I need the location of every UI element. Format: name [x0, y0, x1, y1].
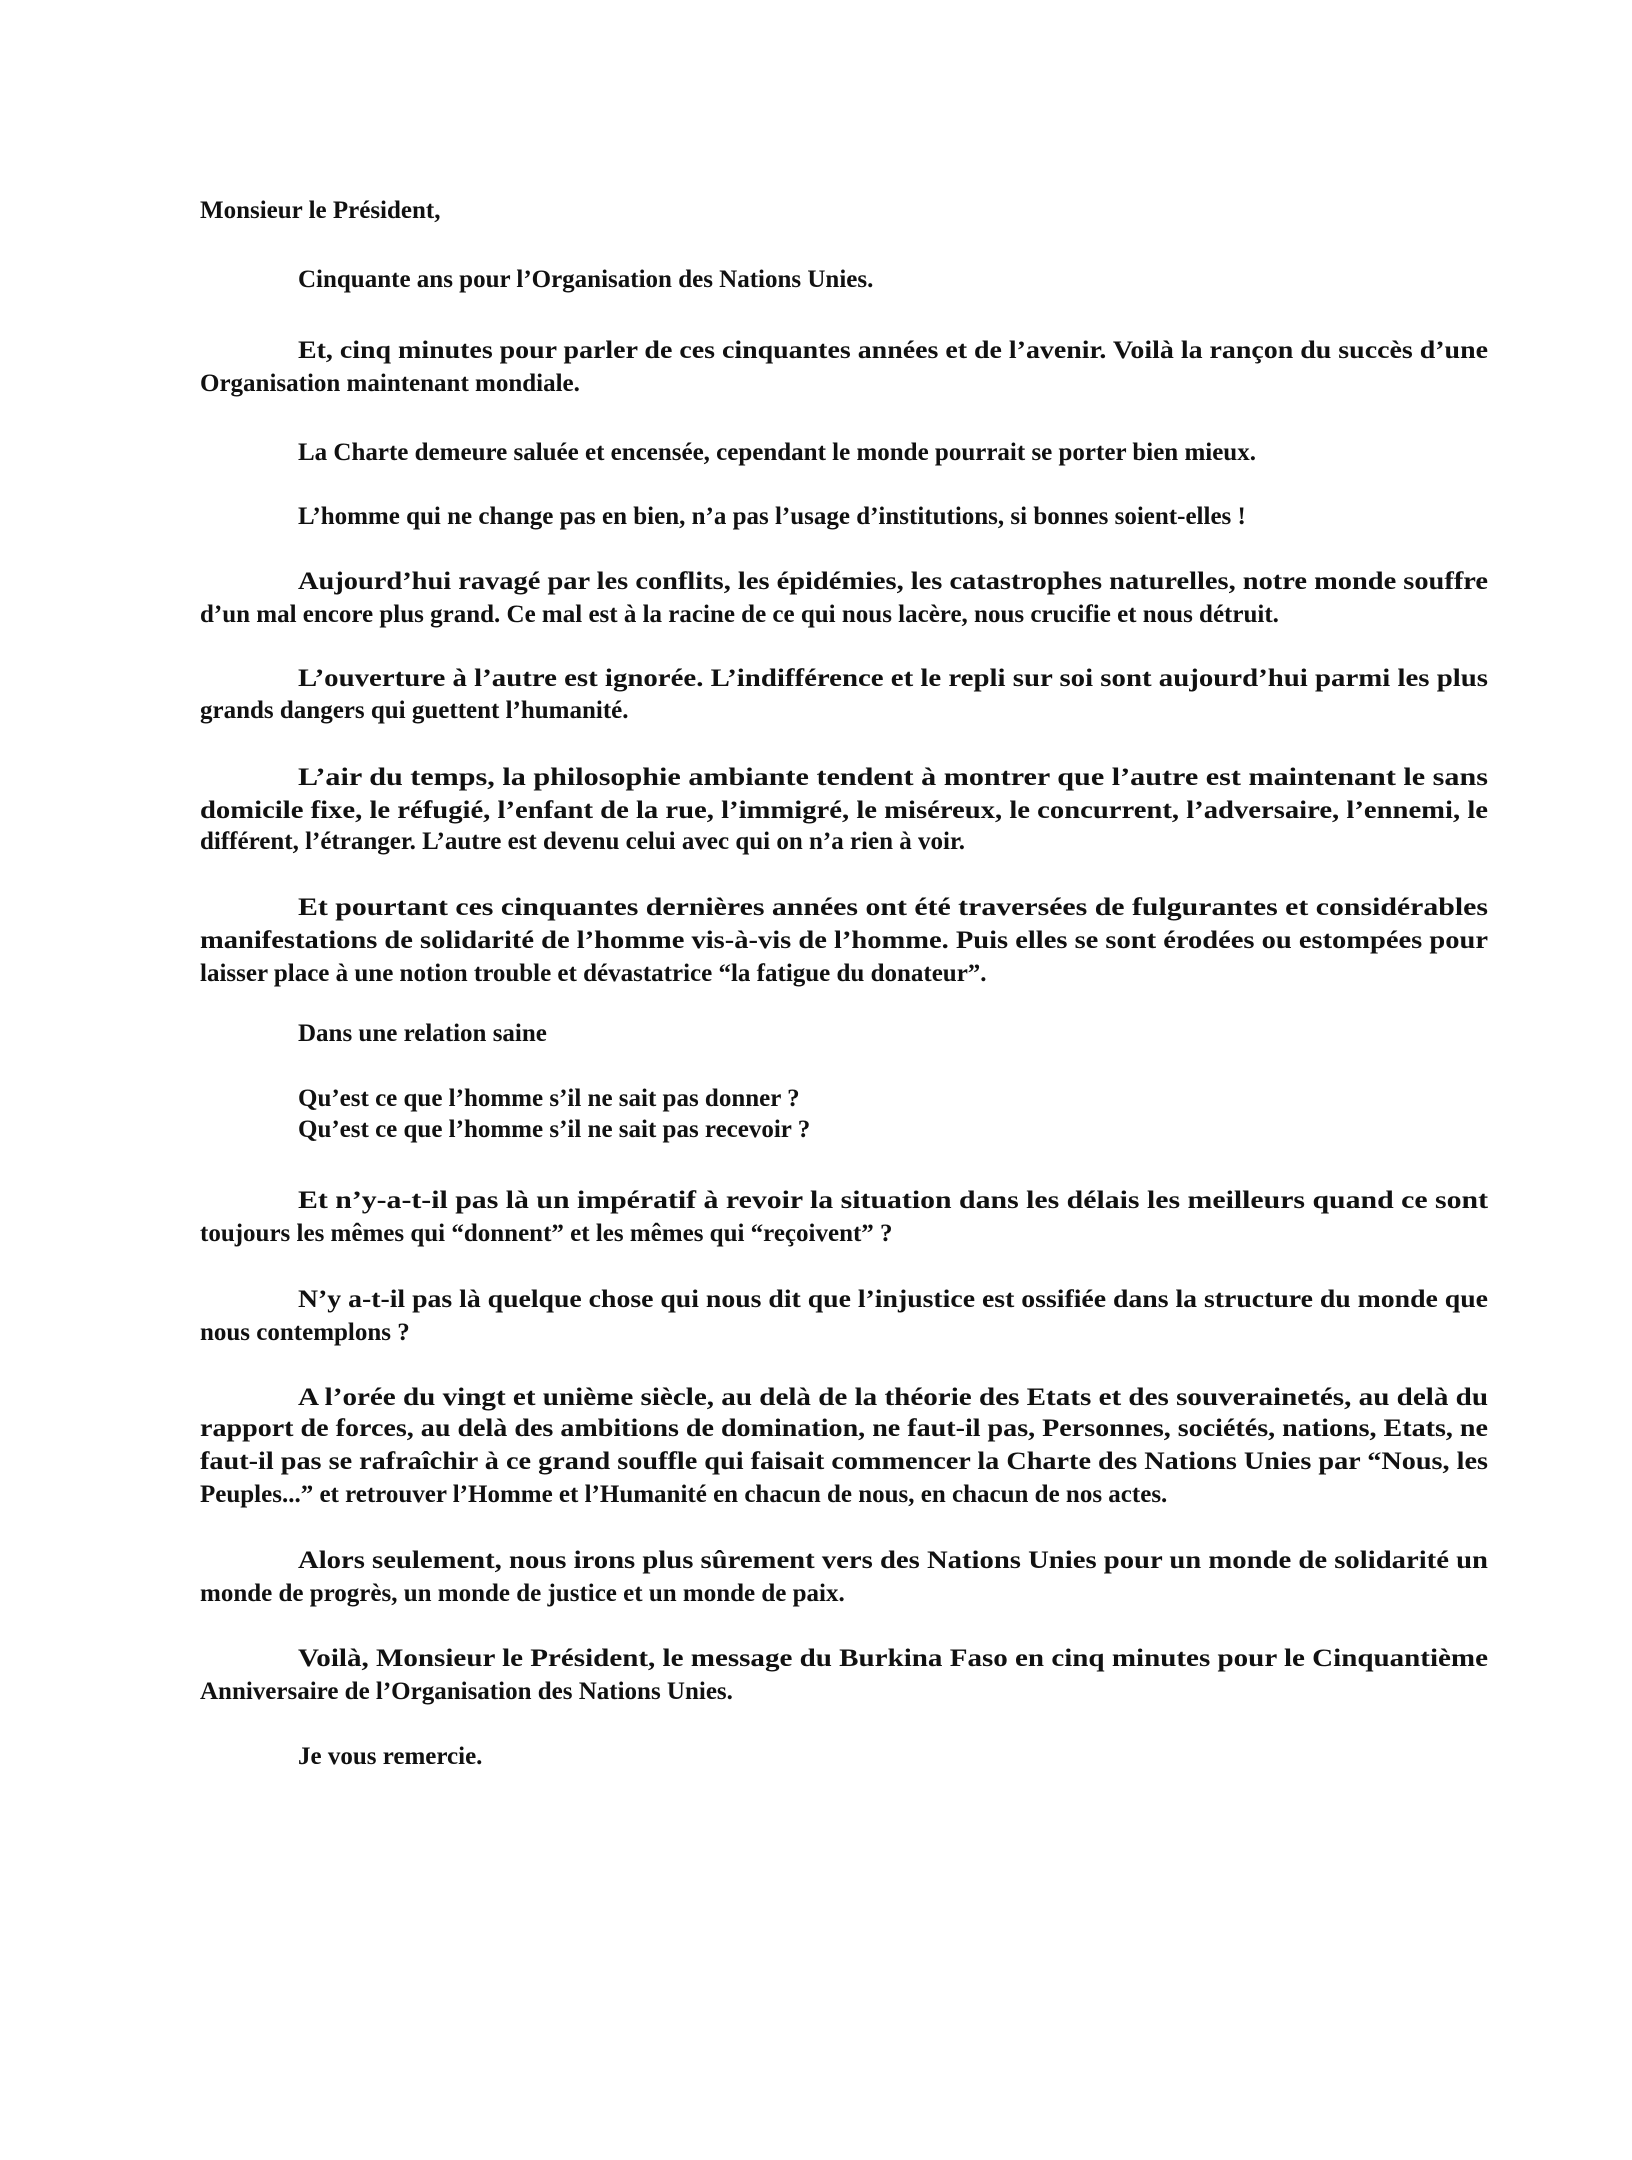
paragraph-line: Qu’est ce que l’homme s’il ne sait pas donner ?	[298, 1085, 800, 1112]
paragraph-line: L’homme qui ne change pas en bien, n’a pas l’usage d’institutions, si bonnes soient-elles !	[298, 503, 1246, 530]
paragraph-line: grands dangers qui guettent l’humanité.	[200, 697, 629, 724]
paragraph-line: Dans une relation saine	[298, 1020, 547, 1047]
paragraph-line: A l’orée du vingt et unième siècle, au delà de la théorie des Etats et des souverainetés, au delà du	[298, 1384, 1488, 1411]
paragraph-line: Et, cinq minutes pour parler de ces cinquantes années et de l’avenir. Voilà la rançon du succès d’une	[298, 337, 1488, 364]
paragraph-line: faut-il pas se rafraîchir à ce grand souffle qui faisait commencer la Charte des Nations Unies par “Nous, les	[200, 1448, 1488, 1475]
paragraph-line: N’y a-t-il pas là quelque chose qui nous dit que l’injustice est ossifiée dans la structure du monde que	[298, 1286, 1488, 1313]
paragraph-line: Je vous remercie.	[298, 1743, 483, 1770]
paragraph-line: toujours les mêmes qui “donnent” et les mêmes qui “reçoivent” ?	[200, 1220, 893, 1247]
paragraph-line: monde de progrès, un monde de justice et un monde de paix.	[200, 1580, 845, 1607]
paragraph-line: Peuples...” et retrouver l’Homme et l’Humanité en chacun de nous, en chacun de nos actes.	[200, 1481, 1168, 1508]
paragraph-line: nous contemplons ?	[200, 1319, 410, 1346]
paragraph-line: Organisation maintenant mondiale.	[200, 370, 580, 397]
paragraph-line: Alors seulement, nous irons plus sûrement vers des Nations Unies pour un monde de solidarité un	[298, 1547, 1488, 1574]
paragraph-line: Cinquante ans pour l’Organisation des Nations Unies.	[298, 266, 874, 293]
paragraph-line: manifestations de solidarité de l’homme vis-à-vis de l’homme. Puis elles se sont érodées ou estompées pour	[200, 927, 1488, 954]
paragraph-line: L’air du temps, la philosophie ambiante tendent à montrer que l’autre est maintenant le sans	[298, 764, 1488, 791]
paragraph-line: laisser place à une notion trouble et dévastatrice “la fatigue du donateur”.	[200, 960, 987, 987]
paragraph-line: Qu’est ce que l’homme s’il ne sait pas recevoir ?	[298, 1116, 811, 1143]
paragraph-line: La Charte demeure saluée et encensée, cependant le monde pourrait se porter bien mieux.	[298, 439, 1256, 466]
paragraph-line: différent, l’étranger. L’autre est devenu celui avec qui on n’a rien à voir.	[200, 828, 965, 855]
paragraph-line: d’un mal encore plus grand. Ce mal est à la racine de ce qui nous lacère, nous crucifie et nous détruit.	[200, 601, 1279, 628]
paragraph-line: Aujourd’hui ravagé par les conflits, les épidémies, les catastrophes naturelles, notre monde souffre	[298, 568, 1488, 595]
salutation: Monsieur le Président,	[200, 197, 441, 224]
paragraph-line: L’ouverture à l’autre est ignorée. L’indifférence et le repli sur soi sont aujourd’hui parmi les plus	[298, 665, 1488, 692]
paragraph-line: Et n’y-a-t-il pas là un impératif à revoir la situation dans les délais les meilleurs quand ce sont	[298, 1187, 1488, 1214]
paragraph-line: Anniversaire de l’Organisation des Nations Unies.	[200, 1678, 733, 1705]
paragraph-line: rapport de forces, au delà des ambitions de domination, ne faut-il pas, Personnes, sociétés, nations, Etats, ne	[200, 1415, 1488, 1442]
paragraph-line: Et pourtant ces cinquantes dernières années ont été traversées de fulgurantes et considérables	[298, 894, 1488, 921]
paragraph-line: Voilà, Monsieur le Président, le message du Burkina Faso en cinq minutes pour le Cinquantième	[298, 1645, 1488, 1672]
paragraph-line: domicile fixe, le réfugié, l’enfant de la rue, l’immigré, le miséreux, le concurrent, l’adversaire, l’ennemi, le	[200, 797, 1488, 824]
